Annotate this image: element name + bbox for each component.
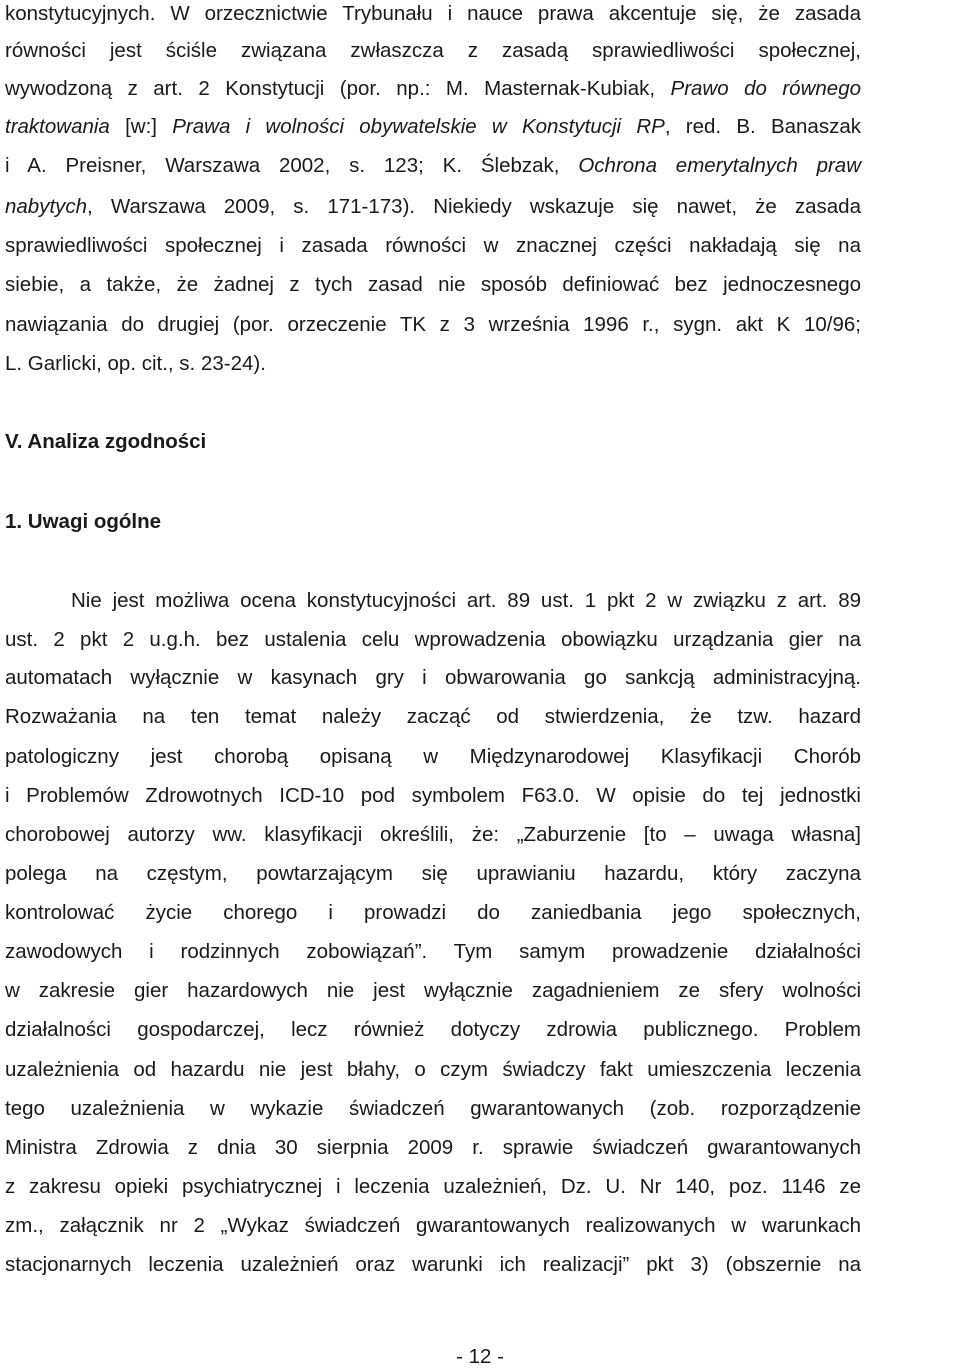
text-line: zm., załącznik nr 2 „Wykaz świadczeń gwarantowanych realizowanych w warunkach xyxy=(5,1214,861,1237)
text-line: automatach wyłącznie w kasynach gry i obwarowania go sankcją administracyjną. xyxy=(5,666,861,689)
text-line: L. Garlicki, op. cit., s. 23-24). xyxy=(5,352,266,375)
text-line: z zakresu opieki psychiatrycznej i leczenia uzależnień, Dz. U. Nr 140, poz. 1146 ze xyxy=(5,1175,861,1198)
text-line: równości jest ściśle związana zwłaszcza z zasadą sprawiedliwości społecznej, xyxy=(5,39,861,62)
text-line: nabytych, Warszawa 2009, s. 171-173). Niekiedy wskazuje się nawet, że zasada xyxy=(5,195,861,218)
text-line: polega na częstym, powtarzającym się uprawianiu hazardu, który zaczyna xyxy=(5,862,861,885)
text-line: patologiczny jest chorobą opisaną w Międzynarodowej Klasyfikacji Chorób xyxy=(5,745,861,768)
text-line: działalności gospodarczej, lecz również dotyczy zdrowia publicznego. Problem xyxy=(5,1018,861,1041)
text-line: ust. 2 pkt 2 u.g.h. bez ustalenia celu wprowadzenia obowiązku urządzania gier na xyxy=(5,628,861,651)
text-line: zawodowych i rodzinnych zobowiązań”. Tym samym prowadzenie działalności xyxy=(5,940,861,963)
text-line: wywodzoną z art. 2 Konstytucji (por. np.: M. Masternak-Kubiak, Prawo do równego xyxy=(5,77,861,100)
text-line: stacjonarnych leczenia uzależnień oraz warunki ich realizacji” pkt 3) (obszernie na xyxy=(5,1253,861,1276)
text-line: traktowania [w:] Prawa i wolności obywatelskie w Konstytucji RP, red. B. Banaszak xyxy=(5,115,861,138)
text-line: kontrolować życie chorego i prowadzi do zaniedbania jego społecznych, xyxy=(5,901,861,924)
text-line: Rozważania na ten temat należy zacząć od stwierdzenia, że tzw. hazard xyxy=(5,705,861,728)
section-heading: V. Analiza zgodności xyxy=(5,430,207,453)
text-line: sprawiedliwości społecznej i zasada równości w znacznej części nakładają się na xyxy=(5,234,861,257)
text-line: i A. Preisner, Warszawa 2002, s. 123; K. Ślebzak, Ochrona emerytalnych praw xyxy=(5,154,861,177)
text-line: nawiązania do drugiej (por. orzeczenie TK z 3 września 1996 r., sygn. akt K 10/96; xyxy=(5,313,861,336)
text-line: w zakresie gier hazardowych nie jest wyłącznie zagadnieniem ze sfery wolności xyxy=(5,979,861,1002)
text-line: chorobowej autorzy ww. klasyfikacji określili, że: „Zaburzenie [to – uwaga własna] xyxy=(5,823,861,846)
text-line: Nie jest możliwa ocena konstytucyjności art. 89 ust. 1 pkt 2 w związku z art. 89 xyxy=(71,589,861,612)
text-line: siebie, a także, że żadnej z tych zasad nie sposób definiować bez jednoczesnego xyxy=(5,273,861,296)
page-number: - 12 - xyxy=(456,1345,504,1368)
text-line: i Problemów Zdrowotnych ICD-10 pod symbolem F63.0. W opisie do tej jednostki xyxy=(5,784,861,807)
text-line: Ministra Zdrowia z dnia 30 sierpnia 2009 r. sprawie świadczeń gwarantowanych xyxy=(5,1136,861,1159)
text-line: uzależnienia od hazardu nie jest błahy, o czym świadczy fakt umieszczenia leczenia xyxy=(5,1058,861,1081)
subsection-heading: 1. Uwagi ogólne xyxy=(5,510,162,533)
text-line: tego uzależnienia w wykazie świadczeń gwarantowanych (zob. rozporządzenie xyxy=(5,1097,861,1120)
text-line: konstytucyjnych. W orzecznictwie Trybunału i nauce prawa akcentuje się, że zasada xyxy=(5,2,861,25)
